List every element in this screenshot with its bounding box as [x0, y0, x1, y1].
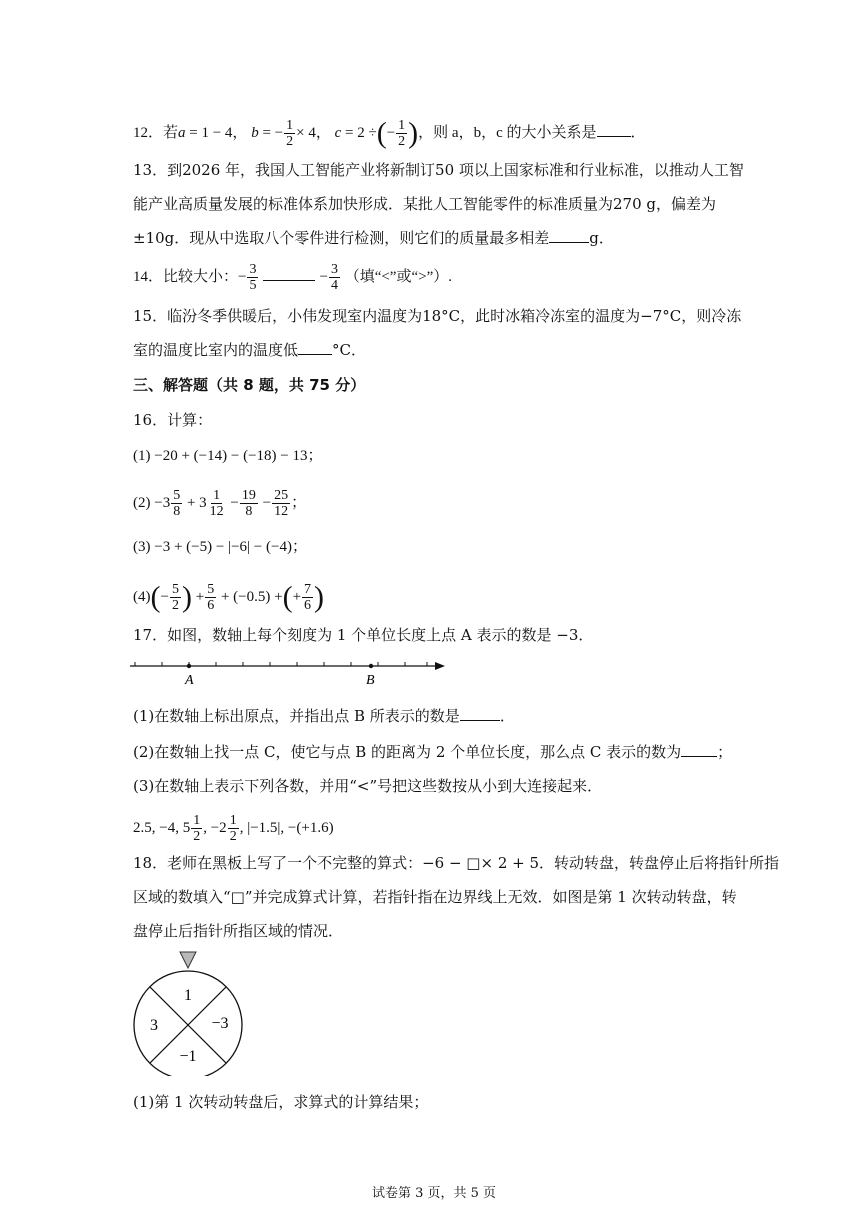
q16-p4-pre: (4) [133, 588, 151, 605]
fraction-1-12: $\frac{1}{12}$ [209, 488, 224, 519]
q12-after: ，则 a，b，c 的大小关系是 [418, 124, 597, 141]
question-13-line1: 13．到2026 年，我国人工智能产业将新制订50 项以上国家标准和行业标准，以推动人工智 [133, 161, 744, 179]
question-17-part3: (3)在数轴上表示下列各数，并用“<”号把这些数按从小到大连接起来． [133, 777, 603, 795]
question-18-line1: 18．老师在黑板上写了一个不完整的算式：−6 − □× 2 + 5．转动转盘，转盘停止后将指针所指 [133, 854, 780, 872]
question-18-part1: (1)第 1 次转动转盘后，求算式的计算结果； [133, 1093, 429, 1111]
fraction-one-half: $\frac{1}{2}$ [286, 118, 294, 149]
spinner-left: 3 [150, 1017, 158, 1034]
q12-c-expr: = 2 ÷ [341, 124, 377, 141]
q17-nums-pre: 2.5, −4, 5 [133, 819, 191, 836]
q14-pre: 14．比较大小：− [133, 268, 247, 285]
question-17-numbers [133, 813, 334, 844]
paren-open-4b: ( [282, 580, 293, 614]
label-a: A [185, 673, 194, 688]
question-17-part2 [133, 742, 732, 762]
q13-line3-post: g． [589, 229, 614, 247]
fraction-7-6: $\frac{7}{6}$ [304, 582, 312, 613]
q14-minus: − [319, 268, 328, 285]
q16-p2-mid2: − [230, 494, 239, 511]
var-c: c [334, 124, 342, 141]
answer-blank-13[interactable] [549, 228, 589, 243]
paren-close-4b: ) [314, 580, 325, 614]
answer-blank-12[interactable] [597, 122, 631, 137]
spinner-top: 1 [184, 987, 192, 1004]
point-b [369, 664, 373, 668]
question-15-line1: 15．临汾冬季供暖后，小伟发现室内温度为18°C，此时冰箱冷冻室的温度为−7°C，则冷冻 [133, 307, 742, 325]
q12-b-expr: = − [258, 124, 284, 141]
paren-open-4a: ( [150, 580, 161, 614]
question-16-part4: (4)(− $\frac{5}{2}$ ) + $\frac{5}{6}$ + (−0.5) +(+ $\frac{7}{6}$ ) [133, 580, 325, 614]
fraction-3-4: $\frac{3}{4}$ [330, 262, 338, 293]
question-16-part2 [133, 488, 306, 519]
page-footer: 试卷第 3 页，共 5 页 [371, 1186, 497, 1201]
q12-number: 12．若 [133, 124, 179, 141]
question-18-line2: 区域的数填入“□”并完成算式计算，若指针指在边界线上无效．如图是第 1 次转动转盘，转 [133, 888, 737, 906]
spinner-diagram [128, 950, 248, 1076]
answer-blank-15[interactable] [298, 340, 332, 355]
q16-p4-m2: + (−0.5) + [220, 588, 283, 605]
fraction-19-8: $\frac{19}{8}$ [241, 488, 256, 519]
q17-p2-pre: (2)在数轴上找一点 C，使它与点 B 的距离为 2 个单位长度，那么点 C 表示的数为 [133, 743, 682, 761]
var-b: b [251, 124, 259, 141]
q12-a-expr: = 1 − 4， [185, 124, 248, 141]
fraction-one-half-4: $\frac{1}{2}$ [229, 813, 237, 844]
question-18-line3: 盘停止后指针所指区域的情况． [133, 922, 344, 940]
section-3-heading: 三、解答题（共 8 题，共 75 分） [133, 376, 366, 394]
spinner-bottom: −1 [179, 1048, 197, 1065]
question-13-line2: 能产业高质量发展的标准体系加快形成．某批人工智能零件的标准质量为270 g，偏差为 [133, 195, 717, 213]
point-a [187, 664, 191, 668]
q16-p2-end: ； [291, 494, 307, 511]
question-14 [133, 262, 452, 293]
answer-blank-17-1[interactable] [460, 706, 500, 721]
question-16-part1: (1) −20 + (−14) − (−18) − 13； [133, 448, 323, 464]
fraction-5-6: $\frac{5}{6}$ [207, 582, 215, 613]
question-12 [133, 118, 646, 149]
q12-end: ． [630, 124, 646, 141]
answer-blank-17-2[interactable] [681, 742, 717, 757]
paren-close-4a: ) [181, 580, 192, 614]
question-17-part1 [133, 706, 515, 726]
spinner-right: −3 [211, 1015, 229, 1032]
q16-p2-mid1: + 3 [186, 494, 207, 511]
q17-p1-end: ． [499, 707, 515, 725]
question-16-part3: (3) −3 + (−5) − |−6| − (−4)； [133, 539, 307, 555]
q17-p1-pre: (1)在数轴上标出原点，并指出点 B 所表示的数是 [133, 707, 460, 725]
answer-blank-14[interactable] [263, 266, 315, 281]
q16-p2-mid3: − [262, 494, 272, 511]
fraction-25-12: $\frac{25}{12}$ [274, 488, 289, 519]
number-line [125, 654, 455, 688]
q15-line2-post: °C． [332, 341, 366, 359]
paren-close: ) [408, 116, 419, 150]
q12-c-minus: − [386, 124, 396, 141]
question-16-title: 16．计算： [133, 411, 213, 429]
var-a: a [178, 124, 186, 141]
paren-open: ( [376, 116, 387, 150]
question-17-title: 17．如图，数轴上每个刻度为 1 个单位长度上点 A 表示的数是 −3． [133, 626, 594, 644]
fraction-one-half-2: $\frac{1}{2}$ [398, 118, 406, 149]
label-b: B [366, 673, 375, 688]
q15-line2-pre: 室的温度比室内的温度低 [133, 341, 299, 359]
q13-line3-pre: ±10g．现从中选取八个零件进行检测，则它们的质量最多相差 [133, 229, 550, 247]
q16-p2-pre: (2) −3 [133, 494, 171, 511]
q17-nums-post: , |−1.5|, −(+1.6) [239, 819, 334, 836]
fraction-3-5: $\frac{3}{5}$ [249, 262, 257, 293]
q16-p4-m1: + [195, 588, 205, 605]
pointer-icon [180, 952, 196, 968]
q12-b-tail: × 4， [296, 124, 331, 141]
q17-p2-end: ； [717, 743, 733, 761]
question-13-line3 [133, 228, 614, 248]
fraction-5-2: $\frac{5}{2}$ [171, 582, 179, 613]
fraction-5-8: $\frac{5}{8}$ [173, 488, 181, 519]
fraction-one-half-3: $\frac{1}{2}$ [193, 813, 201, 844]
question-15-line2 [133, 340, 366, 360]
q17-nums-mid: , −2 [203, 819, 227, 836]
q14-post: （填“<”或“>”）. [344, 268, 452, 285]
